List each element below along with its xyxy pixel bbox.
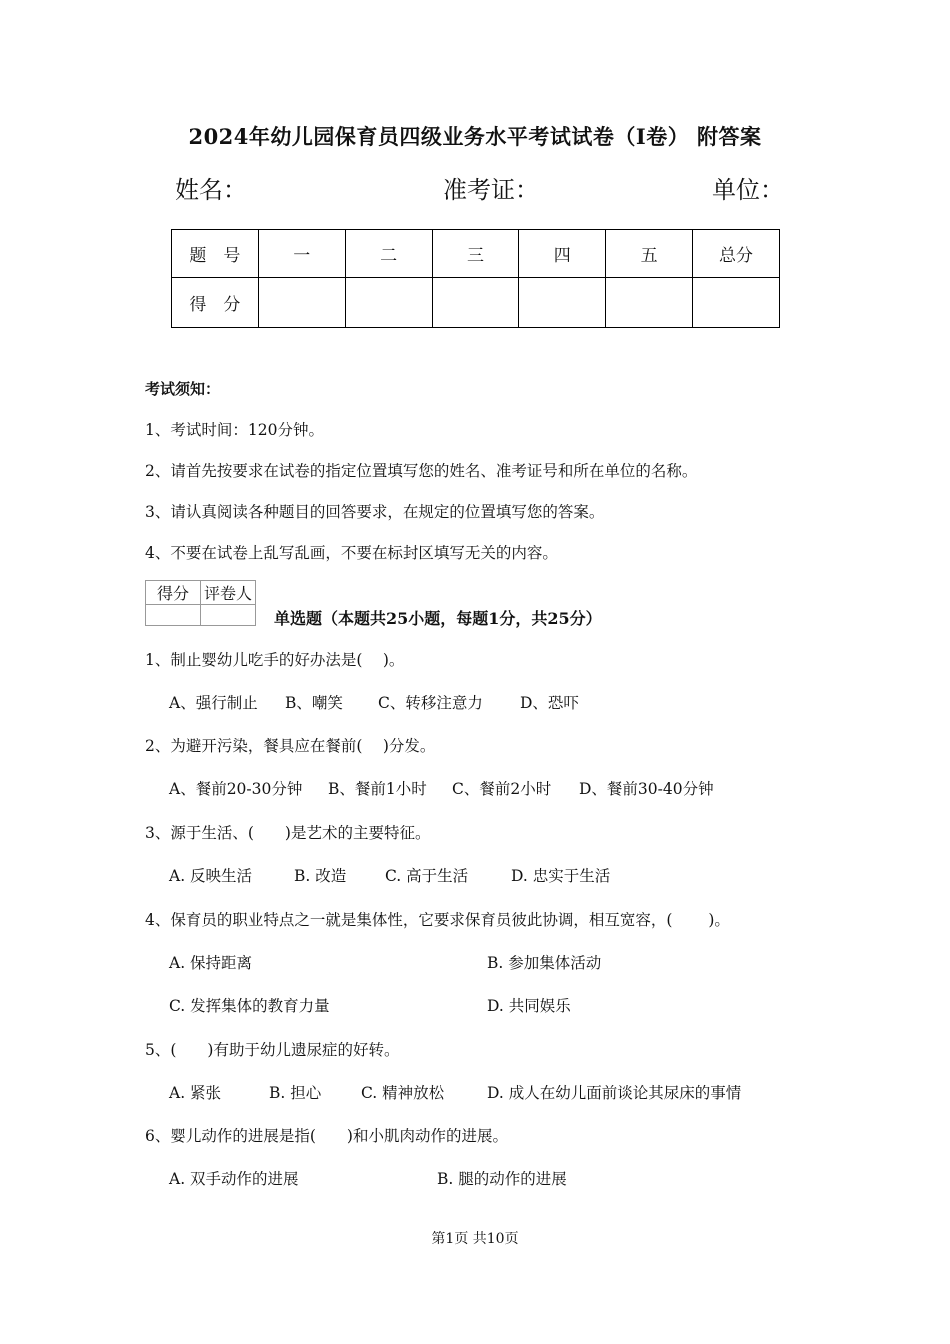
page-title: 2024年幼儿园保育员四级业务水平考试试卷（I卷） 附答案 (188, 124, 762, 149)
question-option: C、餐前2小时 (452, 780, 552, 798)
grader-name-cell (201, 605, 256, 626)
score-cell (345, 278, 432, 328)
question-option: B. 改造 (294, 867, 347, 885)
notice-item: 3、请认真阅读各种题目的回答要求，在规定的位置填写您的答案。 (145, 503, 605, 521)
question-option: D、恐吓 (520, 694, 579, 712)
score-header-cell: 五 (606, 230, 693, 278)
question-option: B. 参加集体活动 (487, 954, 602, 972)
score-header-cell: 题 号 (172, 230, 259, 278)
question-option: C. 发挥集体的教育力量 (169, 997, 330, 1015)
question-stem: 6、婴儿动作的进展是指( )和小肌肉动作的进展。 (145, 1127, 508, 1145)
question-option: D、餐前30-40分钟 (579, 780, 714, 798)
notice-item: 2、请首先按要求在试卷的指定位置填写您的姓名、准考证号和所在单位的名称。 (145, 462, 698, 480)
question-option: A、餐前20-30分钟 (169, 780, 303, 798)
question-option: A. 紧张 (169, 1084, 222, 1102)
grader-score-label: 得分 (146, 581, 201, 605)
question-option: D. 忠实于生活 (511, 867, 611, 885)
question-stem: 5、( )有助于幼儿遗尿症的好转。 (145, 1041, 400, 1059)
exam-id-label: 准考证： (443, 176, 539, 204)
score-cell (606, 278, 693, 328)
unit-label: 单位： (712, 176, 784, 204)
question-option: B. 腿的动作的进展 (437, 1170, 567, 1188)
question-option: D. 共同娱乐 (487, 997, 571, 1015)
notice-heading: 考试须知： (145, 380, 221, 398)
question-option: A. 双手动作的进展 (169, 1170, 299, 1188)
question-option: A. 保持距离 (169, 954, 253, 972)
notice-item: 1、考试时间：120分钟。 (145, 421, 324, 439)
question-option: C. 精神放松 (361, 1084, 445, 1102)
page-number-footer: 第1页 共10页 (431, 1231, 519, 1247)
question-stem: 2、为避开污染，餐具应在餐前( )分发。 (145, 737, 436, 755)
question-option: A. 反映生活 (169, 867, 253, 885)
name-label: 姓名： (175, 176, 247, 204)
grader-table (145, 580, 256, 626)
question-option: C、转移注意力 (378, 694, 483, 712)
score-cell (519, 278, 606, 328)
question-stem: 1、制止婴幼儿吃手的好办法是( )。 (145, 651, 405, 669)
notice-item: 4、不要在试卷上乱写乱画，不要在标封区填写无关的内容。 (145, 544, 558, 562)
score-cell (693, 278, 780, 328)
score-cell (432, 278, 519, 328)
score-row-label: 得 分 (172, 278, 259, 328)
score-header-cell: 一 (258, 230, 345, 278)
score-header-cell: 总分 (693, 230, 780, 278)
score-header-cell: 四 (519, 230, 606, 278)
question-option: B、餐前1小时 (328, 780, 427, 798)
question-option: B、嘲笑 (285, 694, 343, 712)
score-header-cell: 三 (432, 230, 519, 278)
score-table-score-row (172, 278, 780, 328)
question-stem: 3、源于生活、( )是艺术的主要特征。 (145, 824, 431, 842)
question-option: C. 高于生活 (385, 867, 469, 885)
grader-name-label: 评卷人 (201, 581, 256, 605)
score-table (171, 229, 780, 328)
question-option: B. 担心 (269, 1084, 322, 1102)
score-cell (258, 278, 345, 328)
score-header-cell: 二 (345, 230, 432, 278)
score-table-header-row (172, 230, 780, 278)
grader-score-cell (146, 605, 201, 626)
question-stem: 4、保育员的职业特点之一就是集体性，它要求保育员彼此协调，相互宽容，( )。 (145, 911, 730, 929)
question-option: A、强行制止 (169, 694, 258, 712)
question-option: D. 成人在幼儿面前谈论其尿床的事情 (487, 1084, 742, 1102)
section-heading: 单选题（本题共25小题，每题1分，共25分） (274, 609, 602, 628)
